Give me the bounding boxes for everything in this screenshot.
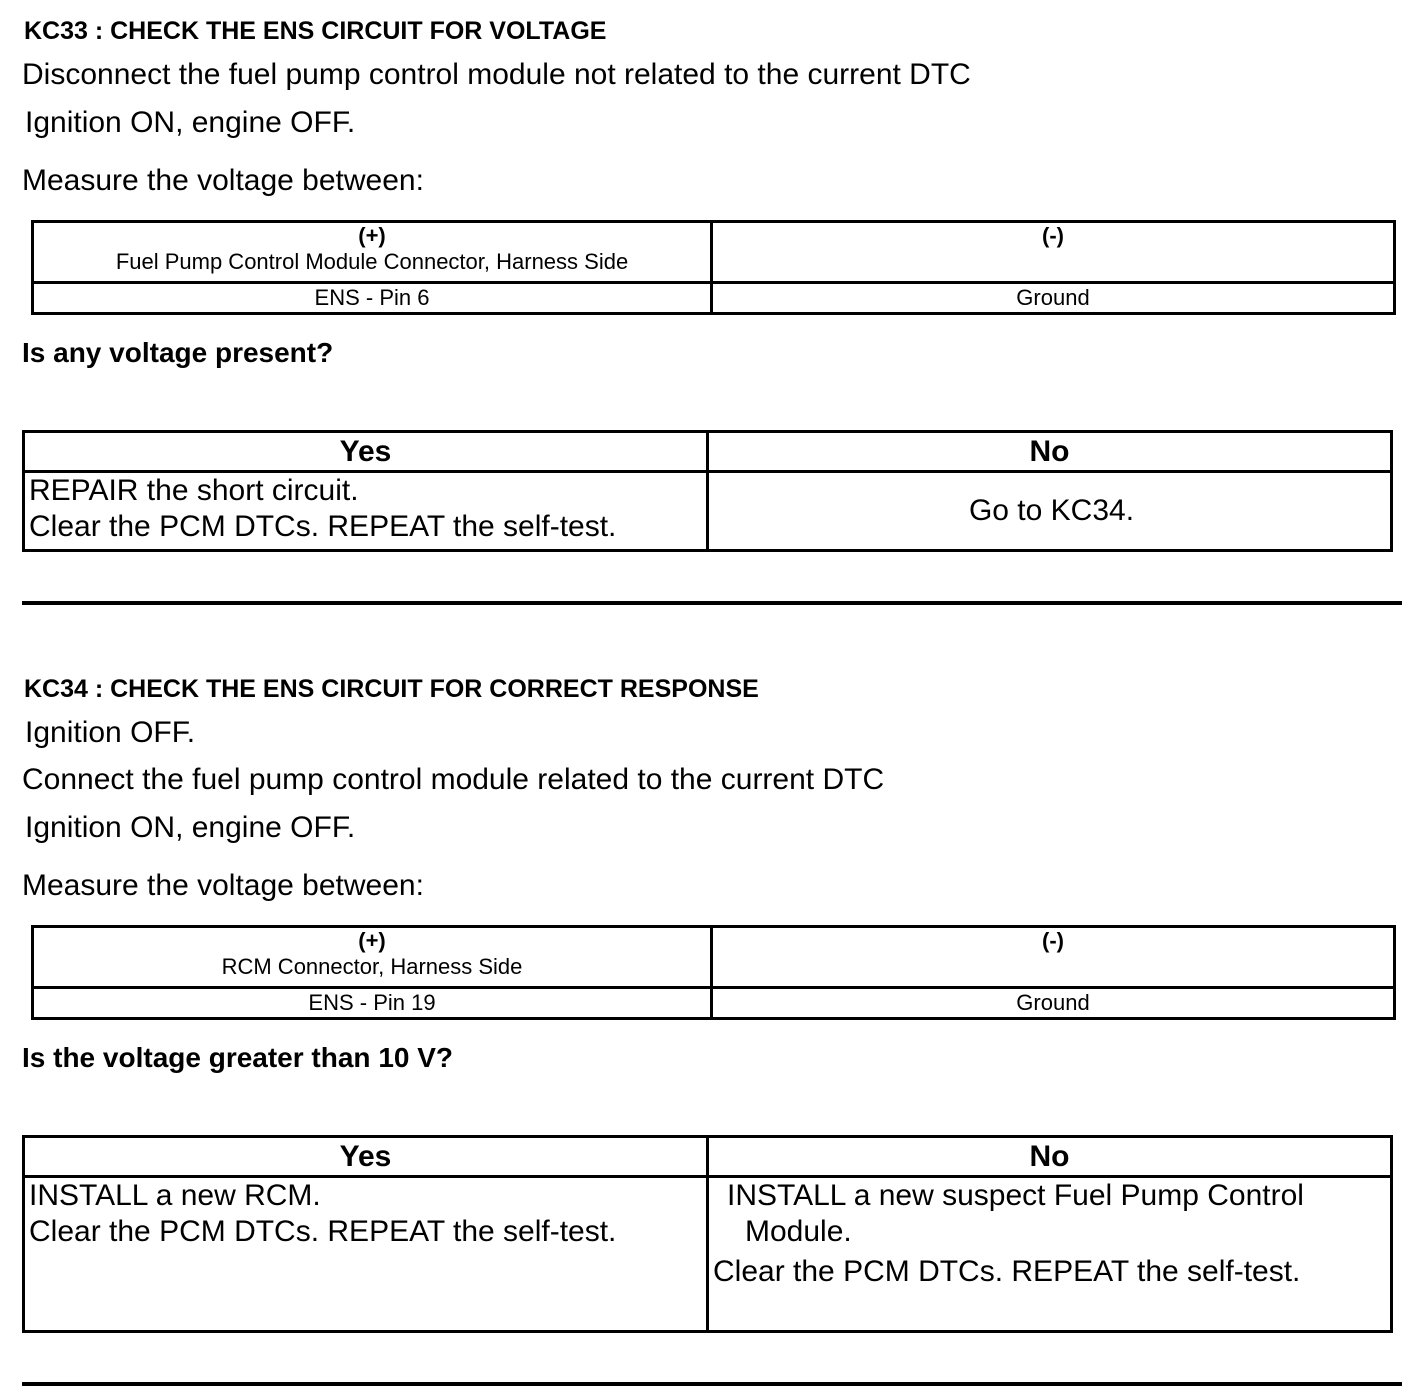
section-divider — [22, 1382, 1402, 1386]
kc34-question: Is the voltage greater than 10 V? — [22, 1042, 454, 1073]
kc33-step-3: Measure the voltage between: — [22, 164, 424, 197]
yes-action-line-2: Clear the PCM DTCs. REPEAT the self-test. — [29, 1215, 617, 1248]
no-header: No — [708, 432, 1392, 472]
yes-header: Yes — [24, 432, 708, 472]
no-action-line-2: Module. — [745, 1215, 852, 1248]
no-action-cell — [708, 472, 1392, 551]
yes-action-line-1: INSTALL a new RCM. — [29, 1179, 321, 1212]
no-action-line-1: INSTALL a new suspect Fuel Pump Control — [727, 1179, 1304, 1212]
kc34-measure-table — [31, 925, 1396, 1020]
kc34-step-2: Connect the fuel pump control module related to the current DTC — [22, 763, 885, 796]
kc34-answer-table — [22, 1135, 1393, 1333]
kc33-answer-table — [22, 430, 1393, 552]
no-action-line-3: Clear the PCM DTCs. REPEAT the self-test. — [713, 1255, 1301, 1288]
yes-action-line-1: REPAIR the short circuit. — [29, 474, 359, 507]
no-header: No — [708, 1137, 1392, 1177]
positive-probe-value: ENS - Pin 19 — [33, 988, 712, 1019]
no-action-cell — [708, 1177, 1392, 1332]
yes-action-cell — [24, 1177, 708, 1332]
answer-header-row — [24, 432, 1392, 472]
measure-header-row — [33, 222, 1395, 283]
yes-action-line-2: Clear the PCM DTCs. REPEAT the self-test. — [29, 510, 617, 543]
negative-probe-value: Ground — [712, 988, 1395, 1019]
kc33-step-1: Disconnect the fuel pump control module not related to the current DTC — [22, 58, 971, 91]
positive-probe-cell — [33, 927, 712, 988]
kc34-step-4: Measure the voltage between: — [22, 869, 424, 902]
positive-probe-cell — [33, 222, 712, 283]
kc34-step-3: Ignition ON, engine OFF. — [25, 811, 356, 844]
measure-value-row — [33, 988, 1395, 1019]
positive-probe-location: RCM Connector, Harness Side — [221, 954, 523, 979]
yes-action-cell — [24, 472, 708, 551]
yes-header: Yes — [24, 1137, 708, 1177]
kc34-heading: KC34 : CHECK THE ENS CIRCUIT FOR CORRECT RESPONSE — [24, 675, 759, 703]
kc33-measure-table — [31, 220, 1396, 315]
measure-header-row — [33, 927, 1395, 988]
answer-header-row — [24, 1137, 1392, 1177]
section-divider — [22, 601, 1402, 605]
kc34-step-1: Ignition OFF. — [25, 716, 196, 749]
no-action-line-1: Go to KC34. — [968, 494, 1135, 527]
negative-probe-header: (-) — [1042, 223, 1064, 248]
measure-value-row — [33, 283, 1395, 314]
positive-probe-header: (+) — [358, 928, 386, 953]
kc33-heading: KC33 : CHECK THE ENS CIRCUIT FOR VOLTAGE — [24, 17, 607, 45]
negative-probe-value: Ground — [712, 283, 1395, 314]
negative-probe-cell — [712, 222, 1395, 283]
negative-probe-header: (-) — [1042, 928, 1064, 953]
positive-probe-value: ENS - Pin 6 — [33, 283, 712, 314]
negative-probe-cell — [712, 927, 1395, 988]
answer-body-row — [24, 1177, 1392, 1332]
kc33-question: Is any voltage present? — [22, 337, 334, 368]
answer-body-row — [24, 472, 1392, 551]
positive-probe-location: Fuel Pump Control Module Connector, Harness Side — [115, 249, 629, 274]
kc33-step-2: Ignition ON, engine OFF. — [25, 106, 356, 139]
positive-probe-header: (+) — [358, 223, 386, 248]
